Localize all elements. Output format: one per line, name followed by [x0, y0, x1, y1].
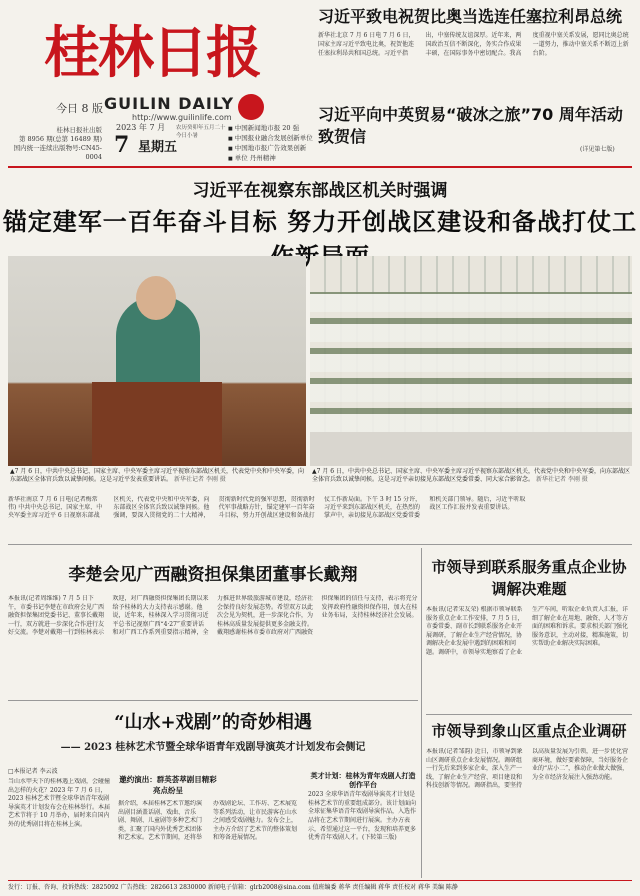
- lead-photo-speech[interactable]: [8, 256, 306, 466]
- story-enterprise-service-title[interactable]: 市领导到联系服务重点企业协调解决难题: [431, 558, 627, 598]
- section-divider: [8, 544, 632, 545]
- top-news-1-title[interactable]: 习近平致电祝贺比奥当选连任塞拉利昂总统: [318, 7, 623, 26]
- lead-photo-group[interactable]: [310, 256, 632, 466]
- story-enterprise-service[interactable]: [426, 556, 632, 706]
- publisher-info: 桂林日报社出版 第 8956 期(总第 16489 期) 国内统一连续出版物号:CN45-0004: [13, 126, 102, 161]
- lead-headline[interactable]: 锚定建军一百年奋斗目标 努力开创战区建设和备战打仗工 新: [2, 208, 638, 271]
- right-divider: [426, 714, 632, 715]
- story-xiangshan[interactable]: [426, 720, 632, 868]
- top-news-congratulation[interactable]: [318, 6, 634, 81]
- footer-info: 发行：订报、咨询、投诉热线：2825092 广告热线：2826613 2830000 新闻电子信箱：glrb2008@sina.com 值班编委 蒋华 责任编辑 蒋华 责任校对 蒋华 美编 陈静: [8, 880, 632, 894]
- photo-caption-left: ▲7 月 6 日，中共中央总书记、国家主席、中央军委主席习近平视察东部战区机关，代表党中央和中央军委，向东部战区全体官兵致以诚挚问候。这是习近平发表重要讲话。 新华社记者 李刚 摄: [10, 468, 304, 483]
- feature-col-mid: 据介绍，本届桂林艺术节邀约演出剧目涵盖话剧、戏曲、音乐剧、舞剧、儿童剧等多种艺术门类，汇聚了国内外优秀艺术团体和艺术家。艺术节期间，还将举办戏剧论坛、工作坊、艺术展览等系列活动，让市民游客在山水之间感受戏剧魅力。发布会上，主办方介绍了艺术节的整体策划和筹备进展情况。: [118, 800, 298, 842]
- photo-credit-right: 新华社记者 李刚 摄: [535, 476, 588, 483]
- photo-credit-left: 新华社记者 李刚 摄: [173, 476, 226, 483]
- speaker-head: [136, 276, 176, 320]
- see-also-note[interactable]: (详见第七版): [580, 146, 615, 153]
- date-day: 7: [114, 132, 130, 158]
- story-xiangshan-body: 本报讯(记者邹韵) 近日，市领导到象山区调研重点企业发展情况。调研组一行先后来到多家企业，深入生产一线，了解企业生产经营、项目建设和科技创新等情况。调研指出，要坚持以高质量发展为引领，进一步优化营商环境，做好要素保障，当好服务企业的“店小二”，推动企业做大做强，为全市经济发展注入强劲动能。: [426, 748, 629, 790]
- floor: [310, 432, 632, 466]
- site-url[interactable]: http://www.guilinlife.com: [132, 113, 232, 122]
- feature-art-festival[interactable]: [8, 708, 418, 842]
- feature-title[interactable]: “山水+戏剧”的奇妙相遇: [114, 712, 312, 733]
- english-name: GUILIN DAILY: [104, 94, 235, 113]
- honors-list: ■ 中国新闻地市报 20 强 ■ 中国报业融合发展创新单位 ■ 中国地市报广告效果创新 ■ 单位 丹州精神: [228, 124, 328, 164]
- feature-inset-title: 邀约演出：群英荟萃剧目精彩亮点纷呈: [119, 775, 217, 795]
- emblem-icon: [238, 94, 264, 120]
- feature-col-left: 当山水甲天下的桂林遇上戏剧，会碰撞出怎样的火花？2023 年 7 月 6 日，2023 桂林艺术节暨全球华语青年戏剧导演英才计划发布会在桂林举行。本届艺术节将于 10 月举办，届时来自国内外的优秀剧目将在桂林上演。: [8, 778, 111, 828]
- column-divider: [421, 548, 422, 878]
- podium: [92, 382, 222, 466]
- top-news-2-title[interactable]: 习近平向中英贸易“破冰之旅”70 周年活动致贺信: [318, 105, 623, 146]
- story-meeting-body: 本报讯(记者周维维) 7 月 5 日下午，市委书记李楚在市政府会见广西融资担保集团党委书记、董事长戴翔一行，双方就进一步深化合作进行友好交流。李楚对戴翔一行到桂林表示欢迎，对广西融资担保集团长期以来给予桂林的大力支持表示感谢。他说，近年来，桂林深入学习贯彻习近平总书记视察广西“4·27”重要讲话和对广西工作系列重要指示精神，全力推进世界级旅游城市建设，经济社会保持良好发展态势。希望双方以此次会见为契机，进一步深化合作，为桂林高质量发展提供更多金融支持。戴翔感谢桂林市委市政府对广西融资担保集团的信任与支持，表示将充分发挥政府性融资担保作用，加大在桂业务布局，支持桂林经济社会发展。: [8, 595, 418, 637]
- masthead-divider: [8, 166, 632, 168]
- feature-col-right: 英才计划：桂林为青年戏剧人打造创作平台 2023 全球华语青年戏剧导演英才计划是桂林艺术节的重要组成部分。该计划面向全球征集华语青年戏剧导演作品，入选作品将在艺术节期间进行展演。主办方表示，希望通过这一平台，发现和培养更多优秀青年戏剧人才。(下转第三版): [308, 771, 417, 842]
- top-news-letter[interactable]: [318, 104, 634, 148]
- feature-subtitle: —— 2023 桂林艺术节暨全球华语青年戏剧导演英才计划发布会侧记: [60, 742, 366, 753]
- left-divider: [8, 700, 418, 701]
- group-rows: [310, 292, 632, 432]
- story-xiangshan-title[interactable]: 市领导到象山区重点企业调研: [431, 722, 627, 740]
- issue-date: [108, 122, 226, 158]
- lunar-date: 农历癸卯年五月二十 今日小暑: [176, 125, 226, 139]
- story-meeting[interactable]: [8, 560, 418, 711]
- feature-byline: □本报记者 李云波: [8, 768, 58, 775]
- feature-inset2: 英才计划：桂林为青年戏剧人打造创作平台: [310, 771, 416, 789]
- newspaper-logo[interactable]: 桂林日报: [44, 20, 260, 86]
- weekday: 星期五: [138, 140, 178, 155]
- date-year-month: 2023 年 7 月: [116, 123, 166, 132]
- lead-article-body: 新华社南京 7 月 6 日电(记者梅常伟) 中共中央总书记、国家主席、中央军委主席习近平 6 日视察东部战区机关，代表党中央和中央军委，向东部战区全体官兵致以诚挚问候。他强调，要深入贯彻党的二十大精神，贯彻新时代党的强军思想，贯彻新时代军事战略方针，锚定建军一百年奋斗目标，努力开创战区建设和备战打仗工作新局面。下午 3 时 15 分许，习近平来到东部战区机关，在热烈的掌声中，亲切接见东部战区党委常委和机关部门领导。随后，习近平听取战区工作汇报并发表重要讲话。: [8, 496, 526, 519]
- photo-caption-right: ▲7 月 6 日，中共中央总书记、国家主席、中央军委主席习近平视察东部战区机关，代表党中央和中央军委，向东部战区全体官兵致以诚挚问候。这是习近平亲切接见东部战区党委常委、同大家合影留念。 新华社记者 李刚 摄: [312, 468, 630, 483]
- lead-kicker: 习近平在视察东部战区机关时强调: [192, 181, 448, 201]
- story-enterprise-service-body: 本报讯(记者宋友荣) 根据市领导联系服务重点企业工作安排，7 月 5 日，市委常委、副市长到联系服务企业开展调研，了解企业生产经营情况，协调解决企业发展中遇到的困难和问题。调研中，市领导实地察看了企业生产车间，听取企业负责人汇报，详细了解企业在用地、融资、人才等方面的困难和诉求。要求相关部门强化服务意识，主动对接，精准施策，切实帮助企业解决实际困难。: [426, 606, 629, 656]
- edition-count: 今日 8 版: [56, 102, 103, 115]
- top-news-1-body: 新华社北京 7 月 6 日电 7 月 6 日，国家主席习近平致电比奥，祝贺他连任塞拉利昂共和国总统。习近平指出，中塞传统友谊深厚。近年来，两国政治互信不断深化，务实合作成果丰硕，在国际事务中密切配合。我高度重视中塞关系发展，愿同比奥总统一道努力，推动中塞关系不断迈上新台阶。: [318, 32, 629, 57]
- story-meeting-title[interactable]: 李楚会见广西融资担保集团董事长戴翔: [68, 565, 358, 585]
